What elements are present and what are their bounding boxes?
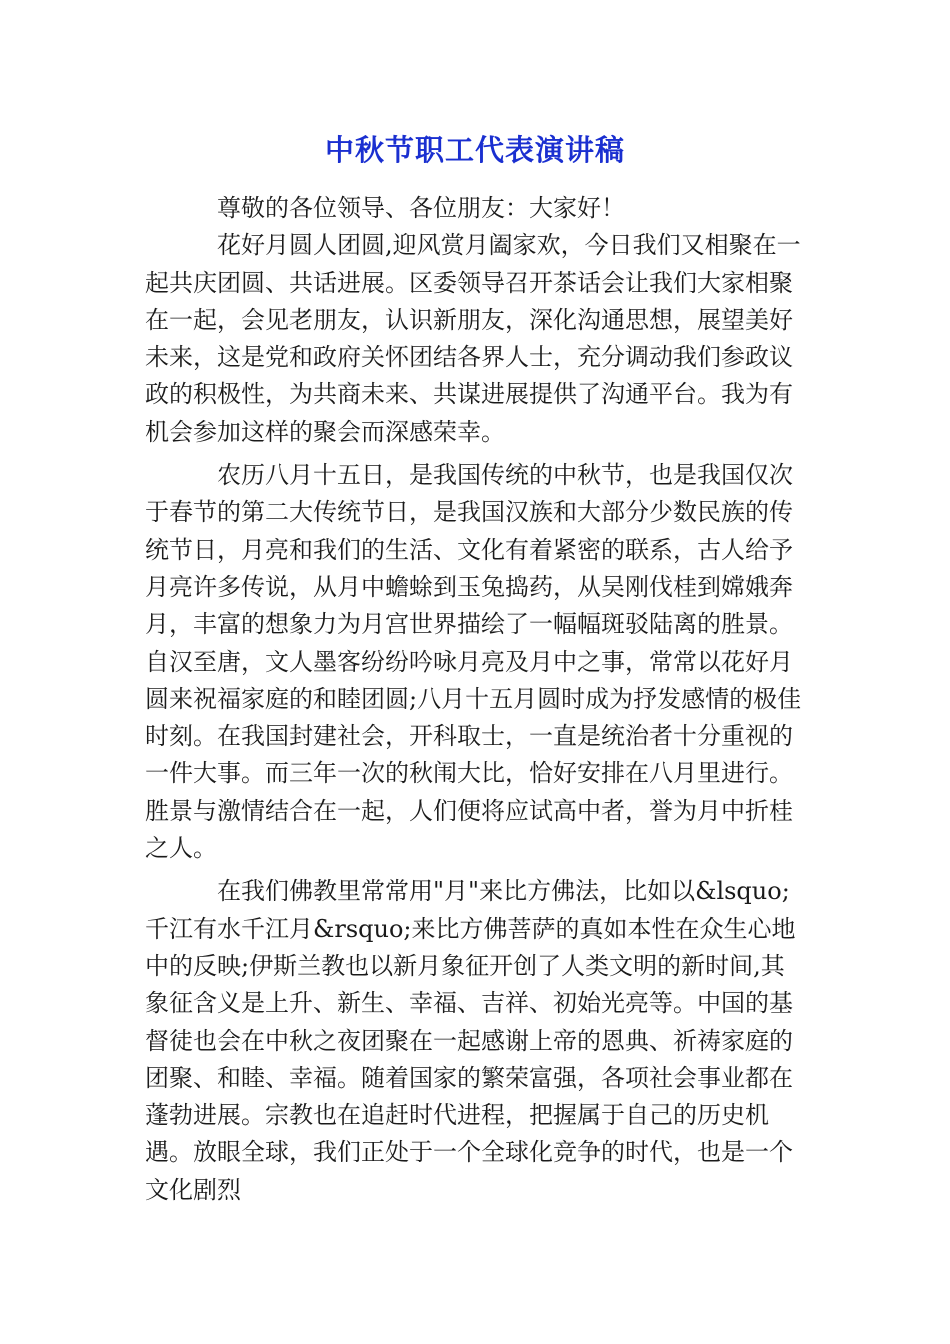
body-paragraph: 农历八月十五日，是我国传统的中秋节，也是我国仅次于春节的第二大传统节日，是我国汉族和大部分少数民族的传统节日，月亮和我们的生活、文化有着紧密的联系，古人给予月亮许多传说，从月中蟾蜍到玉兔捣药，从吴刚伐桂到嫦娥奔月，丰富的想象力为月宫世界描绘了一幅幅斑驳陆离的胜景。自汉至唐，文人墨客纷纷吟咏月亮及月中之事，常常以花好月圆来祝福家庭的和睦团圆;八月十五月圆时成为抒发感情的极佳时刻。在我国封建社会，开科取士，一直是统治者十分重视的一件大事。而三年一次的秋闱大比，恰好安排在八月里进行。胜景与激情结合在一起，人们便将应试高中者，誉为月中折桂之人。	[145, 461, 802, 863]
document-title: 中秋节职工代表演讲稿	[324, 133, 625, 167]
body-paragraph: 在我们佛教里常常用"月"来比方佛法，比如以&lsquo;千江有水千江月&rsquo;来比方佛菩萨的真如本性在众生心地中的反映;伊斯兰教也以新月象征开创了人类文明的新时间,其象征含义是上升、新生、幸福、吉祥、初始光亮等。中国的基督徒也会在中秋之夜团聚在一起感谢上帝的恩典、祈祷家庭的团聚、和睦、幸福。随着国家的繁荣富强，各项社会事业都在蓬勃进展。宗教也在追赶时代进程，把握属于自己的历史机遇。放眼全球，我们正处于一个全球化竞争的时代，也是一个文化剧烈	[145, 877, 796, 1204]
body-paragraph: 花好月圆人团圆,迎风赏月阖家欢，今日我们又相聚在一起共庆团圆、共话进展。区委领导召开茶话会让我们大家相聚在一起，会见老朋友，认识新朋友，深化沟通思想，展望美好未来，这是党和政府关怀团结各界人士，充分调动我们参政议政的积极性，为共商未来、共谋进展提供了沟通平台。我为有机会参加这样的聚会而深感荣幸。	[145, 231, 801, 446]
document-body	[145, 190, 805, 1215]
greeting-paragraph: 尊敬的各位领导、各位朋友：大家好！	[217, 194, 625, 222]
